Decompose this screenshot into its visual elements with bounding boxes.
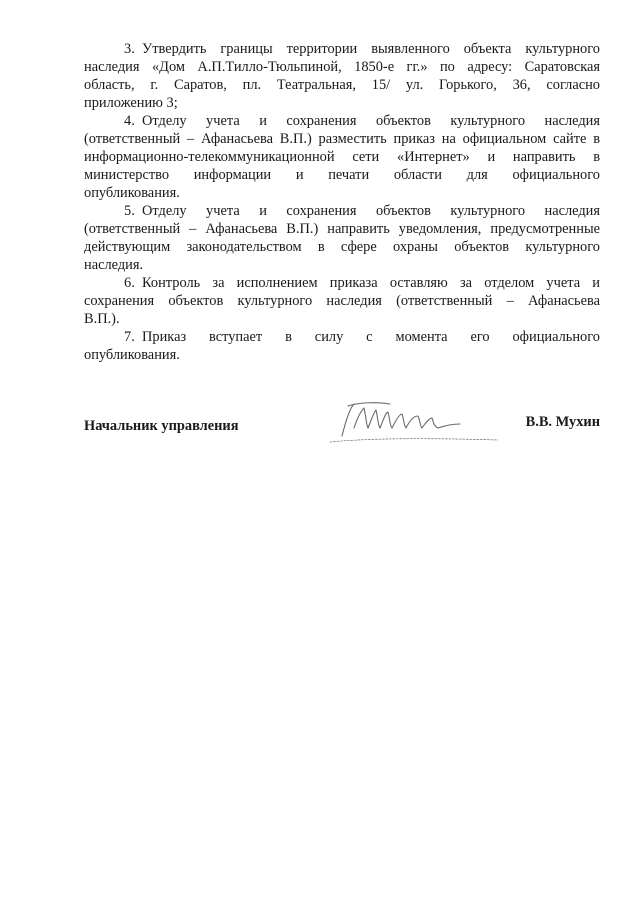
item-line: Отделу учета и сохранения объектов культурного наследия (142, 203, 600, 219)
item-line: (ответственный – Афанасьева В.П.) направить уведомления, предусмотренные (84, 221, 600, 237)
item-line: Утвердить границы территории выявленного объекта культурного (142, 41, 600, 57)
order-items (84, 40, 600, 364)
order-item-7 (84, 328, 600, 364)
signatory-position: Начальник управления (84, 418, 239, 434)
item-line: опубликования. (84, 347, 180, 363)
item-line: действующим законодательством в сфере охраны объектов культурного (84, 239, 600, 255)
item-line: приложению 3; (84, 95, 178, 111)
handwritten-signature (320, 398, 506, 446)
order-item-3 (84, 40, 600, 112)
item-line: область, г. Саратов, пл. Театральная, 15/ ул. Горького, 36, согласно (84, 77, 600, 93)
order-item-6 (84, 274, 600, 328)
item-line: (ответственный – Афанасьева В.П.) разместить приказ на официальном сайте в (84, 131, 600, 147)
item-line: опубликования. (84, 185, 180, 201)
item-line: Отделу учета и сохранения объектов культурного наследия (142, 113, 600, 129)
item-number: 7. (124, 329, 135, 345)
item-line: наследия «Дом А.П.Тилло-Тюльпиной, 1850-е гг.» по адресу: Саратовская (84, 59, 600, 75)
item-line: наследия. (84, 257, 144, 273)
item-line: информационно-телекоммуникационной сети «Интернет» и направить в (84, 149, 600, 165)
order-item-5 (84, 202, 600, 274)
signatory-name: В.В. Мухин (525, 414, 600, 430)
item-line: Контроль за исполнением приказа оставляю за отделом учета и (142, 275, 600, 291)
item-line: министерство информации и печати области для официального (84, 167, 600, 183)
order-item-4 (84, 112, 600, 202)
signature-block (84, 408, 600, 448)
item-line: Приказ вступает в силу с момента его официального (142, 329, 600, 345)
item-line: сохранения объектов культурного наследия (ответственный – Афанасьева (84, 293, 600, 309)
item-number: 6. (124, 275, 135, 291)
item-number: 3. (124, 41, 135, 57)
item-number: 5. (124, 203, 135, 219)
item-line: В.П.). (84, 311, 120, 327)
item-number: 4. (124, 113, 135, 129)
